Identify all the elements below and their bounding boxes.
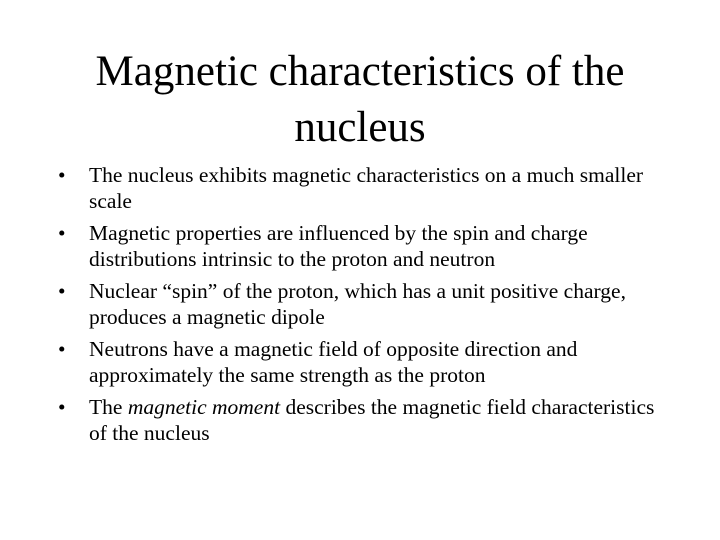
bullet-text-italic: magnetic moment <box>127 395 281 419</box>
bullet-text-after: describes the magnetic field characteristics of the nucleus <box>89 395 655 445</box>
bullet-marker: • <box>58 395 66 419</box>
bullet-text: The nucleus exhibits magnetic characteristics on a much smaller scale <box>89 163 644 213</box>
bullet-item <box>58 162 658 214</box>
bullet-list <box>58 162 658 452</box>
bullet-item <box>58 336 658 388</box>
bullet-text: Neutrons have a magnetic field of opposite direction and approximately the same strength as the proton <box>89 337 578 387</box>
bullet-marker: • <box>58 221 66 245</box>
bullet-item <box>58 394 658 446</box>
bullet-marker: • <box>58 337 66 361</box>
bullet-marker: • <box>58 163 66 187</box>
bullet-text: Nuclear “spin” of the proton, which has a unit positive charge, produces a magnetic dipole <box>89 279 626 329</box>
bullet-marker: • <box>58 279 66 303</box>
slide-title: Magnetic characteristics of the nucleus <box>95 48 625 151</box>
bullet-item <box>58 220 658 272</box>
bullet-item <box>58 278 658 330</box>
bullet-text-before: The <box>89 395 128 419</box>
bullet-text: Magnetic properties are influenced by the spin and charge distributions intrinsic to the proton and neutron <box>89 221 588 271</box>
